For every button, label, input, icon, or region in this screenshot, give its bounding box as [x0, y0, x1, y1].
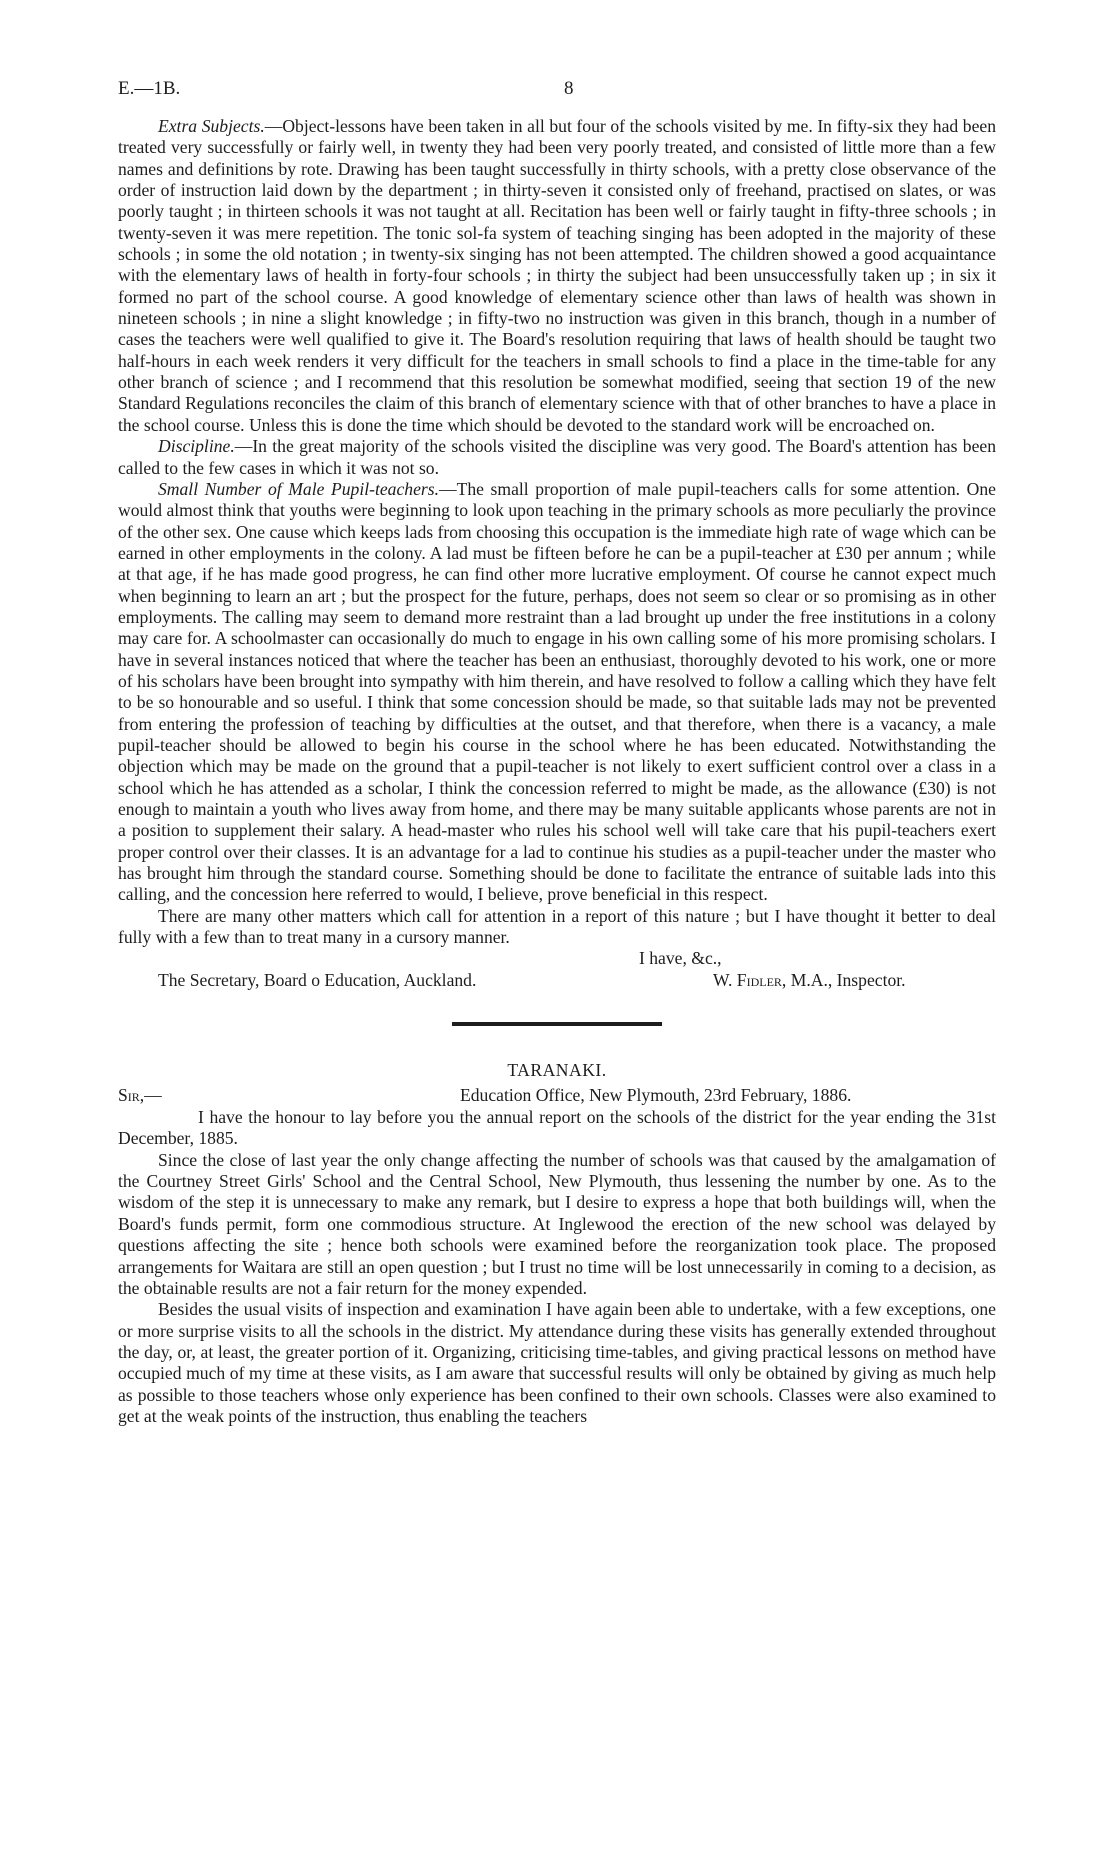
section-divider [452, 1022, 662, 1026]
i-have-line: I have, &c., [639, 948, 722, 969]
addressee: The Secretary, Board o Education, Auckland. [158, 969, 477, 990]
page-number: 8 [564, 78, 574, 99]
paragraph-taranaki-1: I have the honour to lay before you the annual report on the schools of the district for the year ending the 31st December, 1885. [118, 1107, 996, 1149]
signature-line [118, 970, 996, 992]
paragraph-text: —The small proportion of male pupil-teachers calls for some attention. One would almost think that youths were beginning to look upon teaching in the primary schools as more peculiarly the province of the other sex. One cause which keeps lads from choosing this occupation is the immediate high rate of wage which can be earned in other employments in the colony. A lad must be fifteen before he can be a pupil-teacher at £30 per annum ; while at that age, if he has made good progress, he can find other more lucrative employment. Of course he cannot expect much when beginning to learn an art ; but the prospect for the future, perhaps, does not seem so clear or so promising as in other employments. The calling may seem to demand more restraint than a lad brought up under the free institutions in a colony may care for. A schoolmaster can occasionally do much to engage in his own calling some of his more promising scholars. I have in several instances noticed that where the teacher has been an enthusiast, thoroughly devoted to his work, one or more of his scholars have been brought into sympathy with him therein, and have resolved to follow a calling which they have felt to be so honourable and so useful. I think that some concession should be made, so that suitable lads may not be prevented from entering the profession of teaching by difficulties at the outset, and that therefore, when there is a vacancy, a male pupil-teacher should be allowed to begin his course in the school where he has been educated. Notwithstanding the objection which may be made on the ground that a pupil-teacher is not likely to exert sufficient control over a class in a school which he has attended as a scholar, I think the concession referred to might be made, as the allowance (£30) is not enough to maintain a youth who lives away from home, and there may be many suitable applicants whose parents are not in a position to supplement their salary. A head-master who rules his school well will take care that his pupil-teachers exert proper control over their classes. It is an advantage for a lad to continue his studies as a pupil-teacher under the master who has brought him through the standard course. Something should be done to facilitate the entrance of suitable lads into this calling, and the concession here referred to would, I believe, prove beneficial in this respect. [118, 478, 996, 905]
paragraph-heading: Extra Subjects. [158, 116, 265, 136]
paragraph-closing: There are many other matters which call for attention in a report of this nature ; but I have thought it better to deal fully with a few than to treat many in a cursory manner. [118, 905, 996, 948]
paragraph-extra-subjects [118, 116, 996, 436]
page-header [118, 78, 996, 108]
document-reference: E.—1B. [118, 78, 181, 99]
signature [713, 970, 906, 991]
signature-name: W. Fidler [713, 969, 782, 990]
salutation-line [118, 1085, 996, 1107]
paragraph-text: —Object-lessons have been taken in all but four of the schools visited by me. In fifty-six they had been treated very successfully or fairly well, in twenty they had been very poorly treated, and consisted of little more than a few names and definitions by rote. Drawing has been taught successfully in thirty schools, with a pretty close observance of the order of instruction laid down by the department ; in thirty-seven it consisted only of freehand, practised on slates, or was poorly taught ; in thirteen schools it was not taught at all. Recitation has been well or fairly taught in fifty-three schools ; in twenty-seven it was mere repetition. The tonic sol-fa system of teaching singing has been adopted in the majority of these schools ; in some the old notation ; in twenty-six singing has not been attempted. The children showed a good acquaintance with the elementary laws of health in forty-four schools ; in thirty the subject had been unsuccessfully taken up ; in six it formed no part of the school course. A good knowledge of elementary science other than laws of health was shown in nineteen schools ; in nine a slight knowledge ; in fifty-two no instruction was given in this branch, though in a number of cases the teachers were well qualified to give it. The Board's resolution requiring that laws of health should be taught two half-hours in each week renders it very difficult for the teachers in small schools to find a place in the time-table for any other branch of science ; and I recommend that this resolution be somewhat modified, seeing that section 19 of the new Standard Regulations reconciles the claim of this branch of elementary science with that of other branches to have a place in the school course. Unless this is done the time which should be devoted to the standard work will be encroached on. [118, 116, 996, 435]
office-date-line: Education Office, New Plymouth, 23rd February, 1886. [460, 1085, 852, 1106]
paragraph-heading: Small Number of Male Pupil-teachers. [158, 478, 439, 499]
salutation: Sir,— [118, 1085, 162, 1106]
paragraph-pupil-teachers [118, 479, 996, 906]
paragraph-taranaki-2: Since the close of last year the only change affecting the number of schools was that caused by the amalgamation of the Courtney Street Girls' School and the Central School, New Plymouth, thus lessening the number by one. As to the wisdom of the step it is unnecessary to make any remark, but I desire to express a hope that both buildings will, when the Board's funds permit, form one commodious structure. At Inglewood the erection of the new school was delayed by questions affecting the site ; hence both schools were examined before the reorganization took place. The proposed arrangements for Waitara are still an open question ; but I trust no time will be lost unnecessarily in coming to a decision, as the obtainable results are not a fair return for the money expended. [118, 1149, 996, 1298]
paragraph-taranaki-3: Besides the usual visits of inspection and examination I have again been able to undertake, with a few exceptions, one or more surprise visits to all the schools in the district. My attendance during these visits has generally extended throughout the day, or, at least, the greater portion of it. Organizing, criticising time-tables, and giving practical lessons on method have occupied much of my time at these visits, as I am aware that successful results will only be obtained by giving as much help as possible to those teachers whose only experience has been confined to their own schools. Classes were also examined to get at the weak points of the instruction, thus enabling the teachers [118, 1299, 996, 1426]
paragraph-text: —In the great majority of the schools visited the discipline was very good. The Board's attention has been called to the few cases in which it was not so. [118, 436, 996, 478]
section-title: TARANAKI. [507, 1059, 607, 1080]
paragraph-heading: Discipline. [158, 436, 235, 457]
paragraph-discipline [118, 436, 996, 479]
signature-title: , M.A., Inspector. [781, 969, 906, 990]
